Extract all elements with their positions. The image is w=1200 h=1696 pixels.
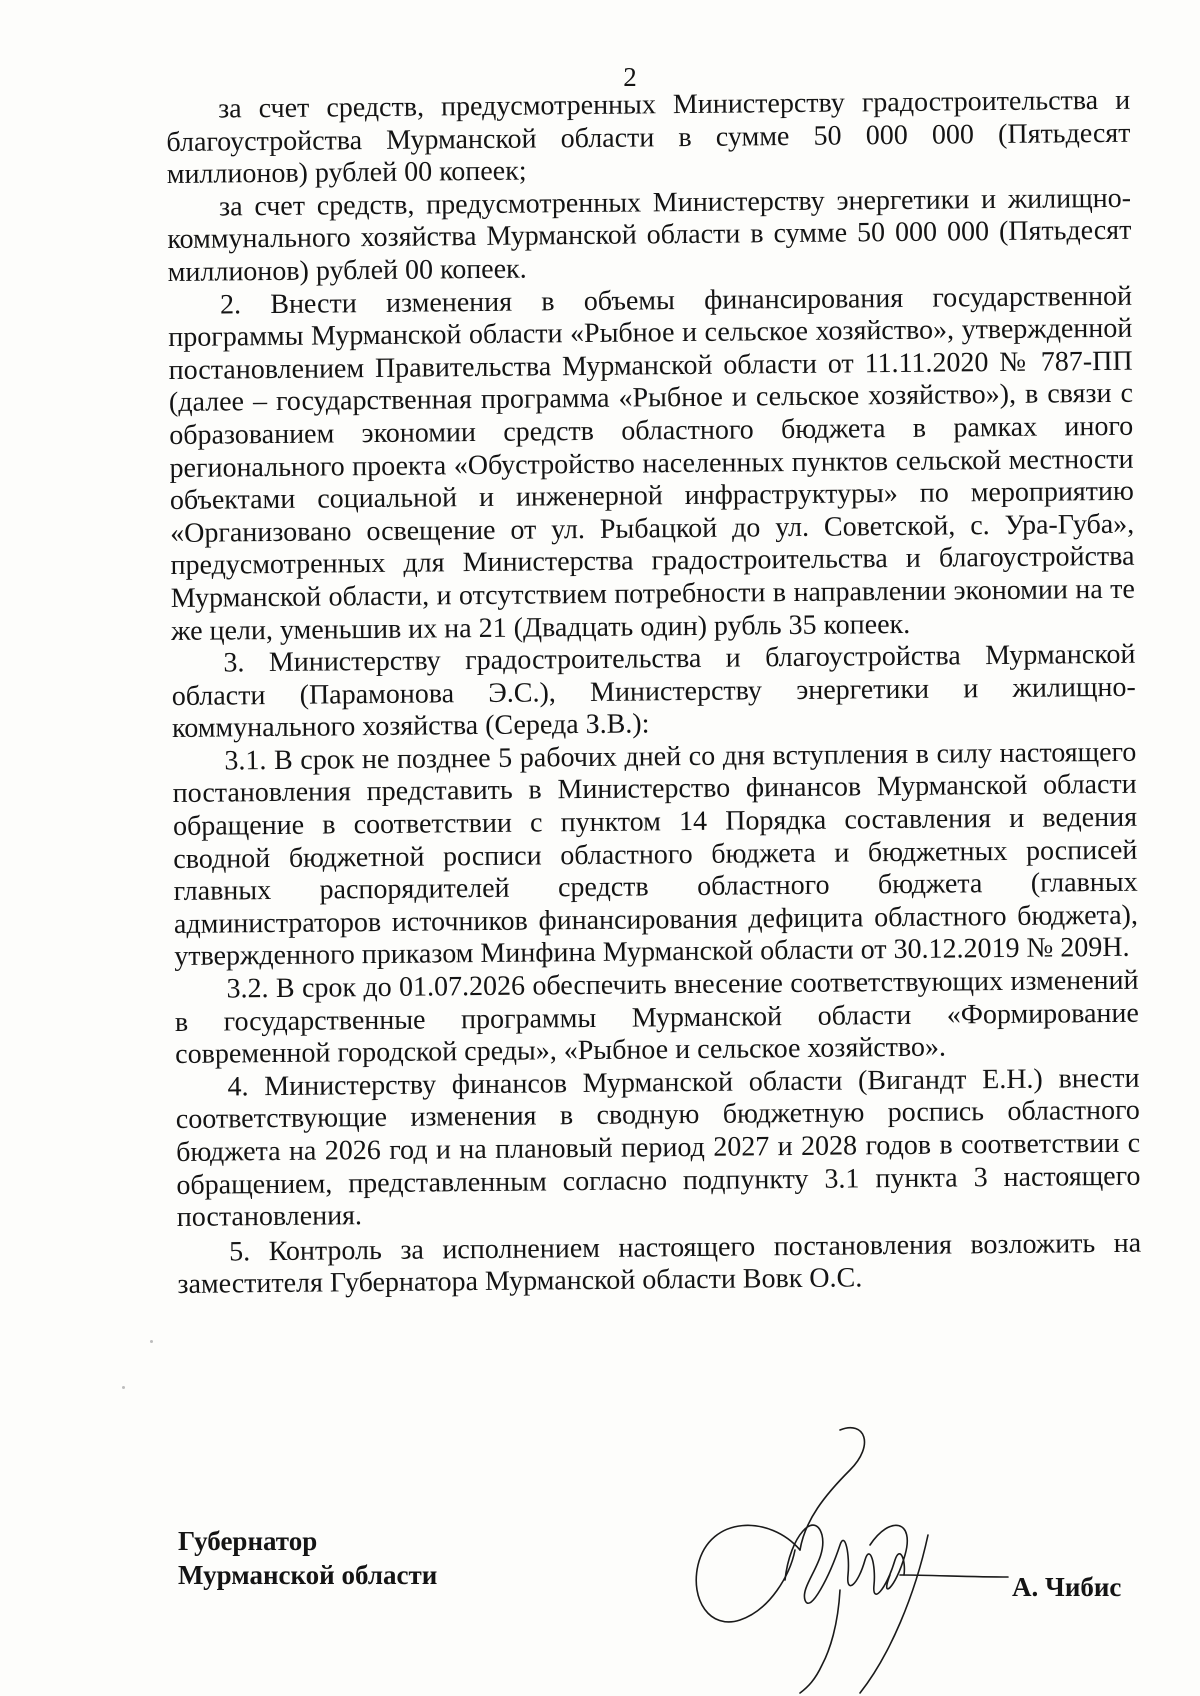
- paragraph: 3. Министерству градостроительства и благоустройства Мурманской области (Парамонова Э.С.), Министерству энергетики и жилищно-коммунального хозяйства (Середа З.В.):: [171, 638, 1136, 745]
- paragraph: 3.2. В срок до 01.07.2026 обеспечить внесение соответствующих изменений в государственные программы Мурманской области «Формирование современной городской среды», «Рыбное и сельское хозяйство».: [174, 964, 1140, 1071]
- page-number: 2: [623, 62, 637, 92]
- paragraph: за счет средств, предусмотренных Министерству градостроительства и благоустройства Мурманской области в сумме 50 000 000 (Пятьдесят миллионов) рублей 00 копеек;: [166, 84, 1131, 191]
- signatory-title: Губернатор: [178, 1526, 318, 1556]
- signatory-name: А. Чибис: [1012, 1572, 1122, 1602]
- scan-speck: [150, 1340, 153, 1343]
- handwritten-signature: [690, 1425, 1030, 1695]
- paragraph: 3.1. В срок не позднее 5 рабочих дней со дня вступления в силу настоящего постановления представить в Министерство финансов Мурманской области обращение в соответствии с пунктом 14 Порядка составления и ведения сводной бюджетной росписи областного бюджета и бюджетных росписей главных распорядителей средств областного бюджета (главных администраторов источников финансирования дефицита областного бюджета), утвержденного приказом Минфина Мурманской области от 30.12.2019 № 209Н.: [172, 736, 1139, 973]
- paragraph: 5. Контроль за исполнением настоящего постановления возложить на заместителя Губернатора Мурманской области Вовк О.С.: [177, 1227, 1142, 1301]
- paragraph: 2. Внести изменения в объемы финансирования государственной программы Мурманской области «Рыбное и сельское хозяйство», утвержденной постановлением Правительства Мурманской области от 11.11.2020 № 787-ПП (далее – государственная программа «Рыбное и сельское хозяйство»), в связи с образованием экономии средств областного бюджета в рамках иного регионального проекта «Обустройство населенных пунктов сельской местности объектами социальной и инженерной инфраструктуры» по мероприятию «Организовано освещение от ул. Рыбацкой до ул. Советской, с. Ура-Губа», предусмотренных для Министерства градостроительства и благоустройства Мурманской области, и отсутствием потребности в направлении экономии на те же цели, уменьшив их на 21 (Двадцать один) рубль 35 копеек.: [168, 280, 1135, 647]
- paragraph: за счет средств, предусмотренных Министерству энергетики и жилищно-коммунального хозяйства Мурманской области в сумме 50 000 000 (Пятьдесят миллионов) рублей 00 копеек.: [167, 182, 1132, 288]
- scan-speck: [122, 1386, 125, 1389]
- document-body: [166, 85, 1142, 1302]
- signatory-region: Мурманской области: [178, 1560, 438, 1590]
- paragraph: 4. Министерству финансов Мурманской области (Вигандт Е.Н.) внести соответствующие изменения в сводную бюджетную роспись областного бюджета на 2026 год и на плановый период 2027 и 2028 годов в соответствии с обращением, представленным согласно подпункту 3.1 пункта 3 настоящего постановления.: [175, 1062, 1141, 1234]
- signatory-position: [178, 1524, 437, 1592]
